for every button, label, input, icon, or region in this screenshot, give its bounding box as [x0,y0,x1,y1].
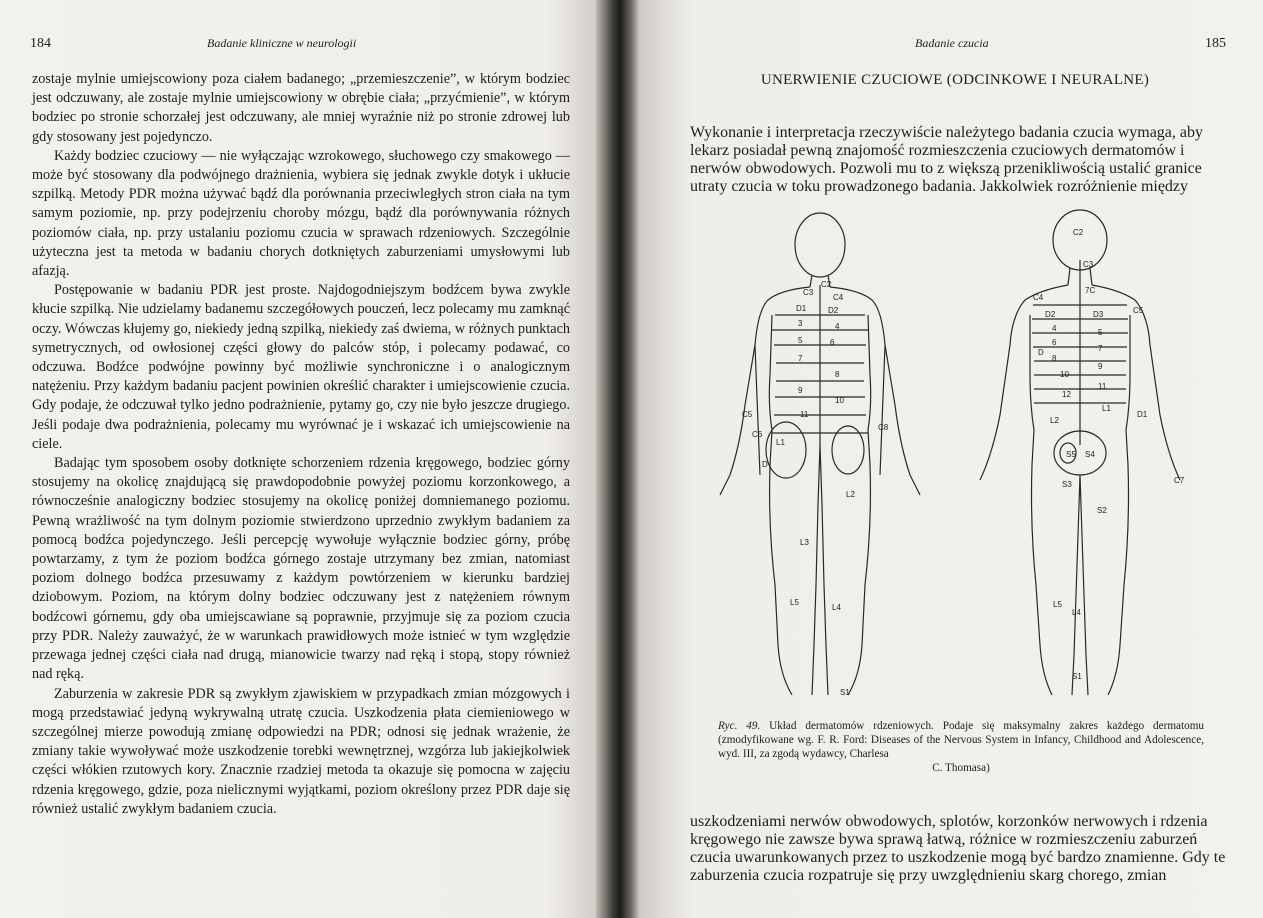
front-label: 11 [800,410,809,419]
front-label: 5 [798,336,803,345]
back-label: C5 [1133,306,1144,315]
front-label: S1 [840,688,850,697]
right-bottom-text [690,797,1226,901]
back-label: S1 [1072,672,1082,681]
back-label: S5 [1066,450,1076,459]
back-label: 4 [1052,324,1057,333]
right-intro-paragraph: Wykonanie i interpretacja rzeczywiście należytego badania czucia wymaga, aby lekarz posiadał pewną znajomość rozmieszczenia czuciowych dermatomów i nerwów obwodowych. Pozwoli mu to z większą przenikliwością ustalić granice utraty czucia w toku prowadzonego badania. Jakkolwiek rozróżnienie między [690,124,1203,195]
left-body-text [32,70,570,819]
front-label: L1 [776,438,785,447]
front-label: 4 [835,322,840,331]
figure-caption-label: Ryc. 49. [718,720,761,732]
back-label: C7 [1174,476,1185,485]
front-label: 7 [798,354,803,363]
right-bottom-paragraph: uszkodzeniami nerwów obwodowych, splotów, korzonków nerwowych i rdzenia kręgowego nie zawsze bywa sprawą łatwą, różnice w rozmieszczeniu zaburzeń czucia uwarunkowanych przez to uszkodzenie mogą być bardzo znamienne. Gdy te zaburzenia czucia rozpatruje się przy uwzględnieniu skarg chorego, zmian [690,813,1226,884]
back-label: 12 [1062,390,1071,399]
front-label: 6 [830,338,835,347]
figure-caption-last-line: C. Thomasa) [932,762,990,774]
back-body-outline [980,210,1180,695]
back-label: 8 [1052,354,1057,363]
book-gutter-shadow [596,0,640,918]
front-label: C5 [742,410,753,419]
front-label: C2 [821,280,832,289]
front-label: L2 [846,490,855,499]
left-paragraph-5: Zaburzenia w zakresie PDR są zwykłym zjawiskiem w przypadkach zmian mózgowych i mogą przedstawiać jedyną wykrywalną utratę czucia. Uszkodzenia płata ciemieniowego w szczególnej mierze powodują zmianę odpowiedzi na PDR; odnosi się jednak wrażenie, że zmiany takie wywoływać może uszkodzenie torebki wewnętrznej, wzgórza lub jakiejkolwiek części włókien rzutowych kory. Znacznie rzadziej metoda ta okazuje się pomocna w zajęciu rdzenia kręgowego, gdzie, poza nielicznymi wyjątkami, poziom określony przez PDR daje się również ustalić zwykłym badaniem czucia. [32,685,570,817]
back-label: L5 [1053,600,1062,609]
back-label: C4 [1033,293,1044,302]
front-label: D2 [828,306,839,315]
front-label: L4 [832,603,841,612]
front-label: 10 [835,396,844,405]
back-label: D3 [1093,310,1104,319]
back-label: D [1038,348,1044,357]
front-label: L5 [790,598,799,607]
left-paragraph-1: zostaje mylnie umiejscowiony poza ciałem badanego; „przemieszczenie”, w którym bodziec jest odczuwany, ale zostaje mylnie umiejscowiony w obrębie ciała; „przyćmienie”, w którym bodziec po stronie schorzałej jest odczuwany, ale mniej wyraźnie niż po stronie zdrowej lub gdy stosowany jest pojedynczo. [32,71,570,145]
dermatome-labels [742,228,1185,697]
figure-caption [718,719,1204,775]
front-label: D [762,460,768,469]
front-label: D1 [796,304,807,313]
back-label: 11 [1098,382,1107,391]
left-paragraph-4: Badając tym sposobem osoby dotknięte schorzeniem rdzenia kręgowego, bodziec górny stosujemy na okolicę znajdującą się prawdopodobnie powyżej poziomu korzonkowego, a równocześnie analogiczny bodziec stosujemy na okolicę poniżej domniemanego poziomu. Pewną wrażliwość na tym dolnym poziomie stwierdzono uprzednio zwykłym badaniem za pomocą bodźca pojedynczego. Jeśli percepcję wywołuje wyłącznie bodziec górny, próbę powtarzamy, z tym że poziom bodźca górnego zostaje utrzymany bez zmian, natomiast poziom dolnego bodźca przesuwamy z każdym powtórzeniem w kierunku bardziej dziobowym. Poziom, na którym dolny bodziec odczuwany jest z natężeniem równym bodźcowi górnemu, gdy oba umiejscawiane są poprawnie, przyjmuje się za poziom czucia przy PDR. Należy zauważyć, że w warunkach prawidłowych może istnieć w tym względzie przewaga jednej części ciała nad drugą, mianowicie twarzy nad ręką i stopą, stopy również nad ręką. [32,455,570,683]
dermatome-figure [700,205,1220,715]
right-intro-text [690,108,1226,212]
back-label: L1 [1102,404,1111,413]
back-label: S4 [1085,450,1095,459]
figure-caption-text: Układ dermatomów rdzeniowych. Podaje się maksymalny zakres każdego dermatomu (zmodyfikowane wg. F. R. Ford: Diseases of the Nervous System in Infancy, Childhood and Adolescence, wyd. III, za zgodą wydawcy, Charlesa [718,720,1204,760]
right-running-head: Badanie czucia [915,36,989,50]
back-label: L4 [1072,608,1081,617]
front-body-outline [720,213,920,695]
back-label: 9 [1098,362,1103,371]
left-page [0,0,608,918]
back-label: L2 [1050,416,1059,425]
back-label: D1 [1137,410,1148,419]
front-label: C3 [803,288,814,297]
front-label: 3 [798,319,803,328]
back-label: S2 [1097,506,1107,515]
left-paragraph-3: Postępowanie w badaniu PDR jest proste. Najdogodniejszym bodźcem bywa zwykle kłucie szpilką. Nie udzielamy badanemu szczegółowych pouczeń, lecz polecamy mu zamknąć oczy. Wówczas kłujemy go, niekiedy jedną szpilką, niekiedy zaś dwiema, w różnych punktach symetrycznych, od owłosionej części głowy do palców stóp, i polecamy podawać, co odczuwa. Bodźce podwójne powinny być możliwie synchroniczne i o analogicznym natężeniu. Przy każdym badaniu pacjent powinien określić charakter i umiejscowienie czucia. Gdy podaje, że odczuwał tylko jedno podrażnienie, pytamy go, czy nie było jeszcze drugiego. Jeśli podaje dwa podrażnienia, polecamy mu wyrównać je i wskazać ich umiejscowienie na ciele. [32,282,570,452]
back-label: S3 [1062,480,1072,489]
front-label: 9 [798,386,803,395]
front-label: L3 [800,538,809,547]
back-label: 5 [1098,328,1103,337]
right-page-number: 185 [1205,36,1226,51]
back-label: 7 [1098,344,1103,353]
front-label: 8 [835,370,840,379]
front-label: C4 [833,293,844,302]
back-label: 6 [1052,338,1057,347]
chapter-title: UNERWIENIE CZUCIOWE (ODCINKOWE I NEURALNE) [760,72,1150,88]
back-label: C3 [1083,260,1094,269]
back-label: 10 [1060,370,1069,379]
left-running-head: Badanie kliniczne w neurologii [207,36,357,50]
back-label: C2 [1073,228,1084,237]
dermatome-diagram [700,205,1220,715]
left-page-number: 184 [30,36,51,51]
back-label: 7C [1085,286,1096,295]
back-label: D2 [1045,310,1056,319]
front-label: C6 [752,430,763,439]
front-label: C8 [878,423,889,432]
left-paragraph-2: Każdy bodziec czuciowy — nie wyłączając wzrokowego, słuchowego czy smakowego — może być stosowany dla podwójnego drażnienia, wybiera się jednak zwykle dotyk i ukłucie szpilką. Metody PDR można używać bądź dla porównania przeciwległych stron ciała na tym samym poziomie, np. przy podejrzeniu choroby mózgu, bądź dla porównywania różnych poziomów ciała, np. przy ustalaniu poziomu czucia w sprawach rdzeniowych. Szczególnie użyteczna jest ta metoda w badaniu chorych dotkniętych zaburzeniami umysłowymi lub afazją. [32,147,570,280]
